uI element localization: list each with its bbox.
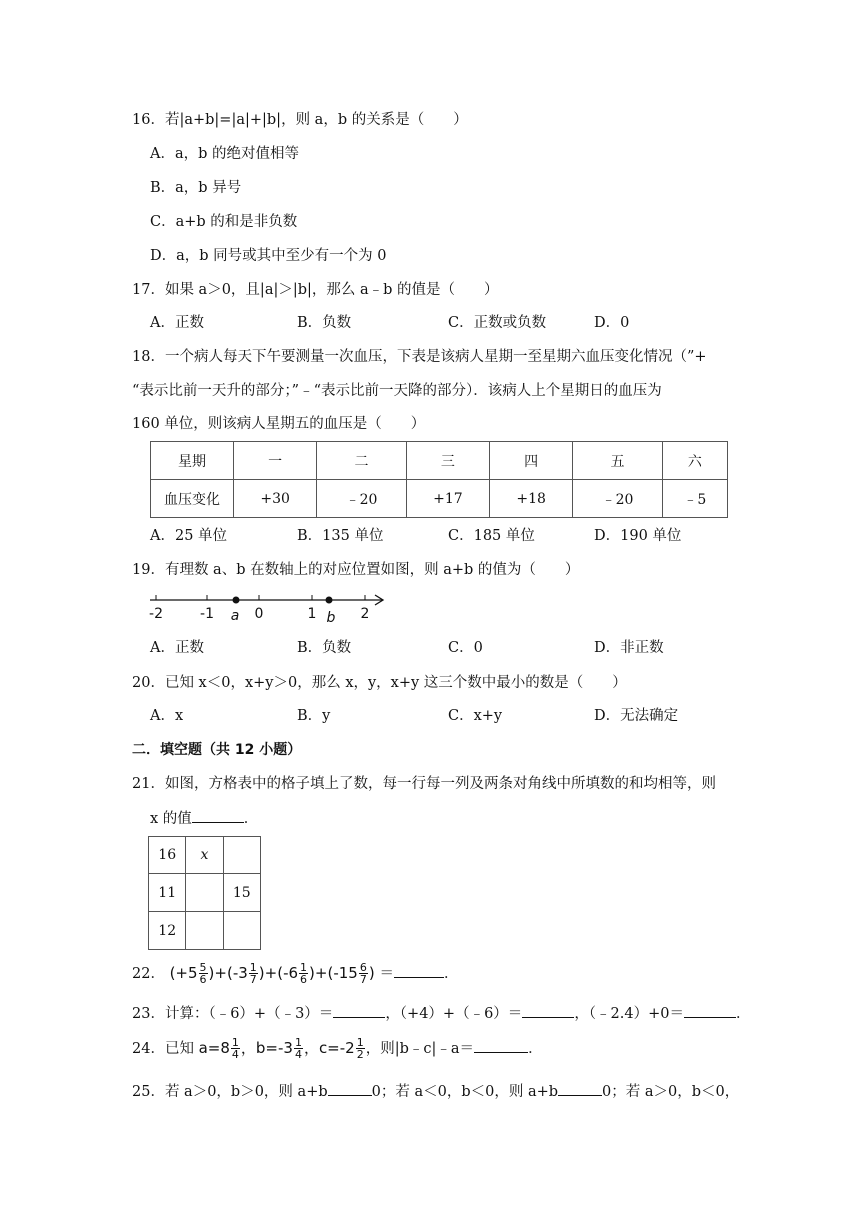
q18-option-c: C．185 单位 — [448, 528, 535, 544]
table-row — [151, 480, 728, 518]
answer-blank — [333, 1003, 385, 1018]
q18-line-3: 160 单位，则该病人星期五的血压是（ ） — [132, 416, 426, 432]
q21-line-2: x 的值 ． — [150, 808, 258, 829]
blood-pressure-table — [150, 441, 728, 518]
answer-blank — [192, 808, 244, 823]
table-cell: 血压变化 — [151, 480, 234, 518]
table-cell: +17 — [406, 480, 489, 518]
q19-option-d: D．非正数 — [594, 640, 664, 656]
table-cell: ﹣20 — [573, 480, 662, 518]
table-row — [149, 837, 261, 874]
tick-label: 1 — [307, 606, 317, 622]
q25-line: 25．若 a＞0，b＞0，则 a+b 0；若 a＜0，b＜0，则 a+b 0；若 a＞0，b＜0， — [132, 1081, 739, 1102]
grid-cell: 15 — [223, 874, 260, 912]
q21-line-1: 21．如图，方格表中的格子填上了数，每一行每一列及两条对角线中所填数的和均相等，则 — [132, 776, 716, 792]
q20-option-c: C．x+y — [448, 708, 503, 724]
q20-option-a: A．x — [150, 708, 184, 724]
grid-cell: 16 — [149, 837, 186, 874]
q18-option-a: A．25 单位 — [150, 528, 228, 544]
tick-label: -2 — [149, 606, 163, 622]
q17-option-a: A．正数 — [150, 315, 204, 331]
q19-stem: 19．有理数 a、b 在数轴上的对应位置如图，则 a+b 的值为（ ） — [132, 562, 580, 578]
q16-option-b: B．a，b 异号 — [150, 180, 242, 196]
q22-number: 22． — [132, 966, 165, 982]
table-cell: +30 — [234, 480, 317, 518]
q24-values: a=8 $\frac{1}{4}$ ，b=-3 $\frac{1}{4}$ ，c=-2 $\frac{1}{2}$ — [198, 1036, 364, 1061]
tick-label: 0 — [254, 606, 264, 622]
table-cell: 四 — [490, 442, 573, 480]
table-cell: ﹣20 — [317, 480, 406, 518]
q16-option-c: C．a+b 的和是非负数 — [150, 214, 298, 230]
q16-option-a: A．a，b 的绝对值相等 — [150, 146, 300, 162]
grid-cell: 12 — [149, 912, 186, 950]
q21-prefix: x 的值 — [150, 811, 192, 827]
q16-option-d: D．a，b 同号或其中至少有一个为 0 — [150, 248, 387, 264]
table-cell: +18 — [490, 480, 573, 518]
table-cell: 三 — [406, 442, 489, 480]
point-b-label: b — [326, 610, 336, 626]
table-cell: 六 — [662, 442, 727, 480]
point-a-label: a — [230, 608, 240, 624]
q23-line: 23．计算：（﹣6）+（﹣3）＝ ，（+4）+（﹣6）＝ ，（﹣2.4）+0＝ ． — [132, 1003, 751, 1024]
table-cell: 二 — [317, 442, 406, 480]
grid-cell — [223, 912, 260, 950]
q17-option-b: B．负数 — [297, 315, 352, 331]
answer-blank — [474, 1038, 528, 1053]
table-row — [149, 874, 261, 912]
q17-option-c: C．正数或负数 — [448, 315, 547, 331]
answer-blank — [522, 1003, 574, 1018]
tick-label: 2 — [360, 606, 370, 622]
table-header-row — [151, 442, 728, 480]
q20-option-b: B．y — [297, 708, 331, 724]
table-cell: 五 — [573, 442, 662, 480]
q19-option-a: A．正数 — [150, 640, 204, 656]
magic-square-grid — [148, 836, 261, 950]
point-b-dot — [326, 597, 333, 604]
q18-option-d: D．190 单位 — [594, 528, 682, 544]
q19-option-c: C．0 — [448, 640, 483, 656]
q17-option-d: D．0 — [594, 315, 630, 331]
grid-cell — [186, 874, 223, 912]
table-row — [149, 912, 261, 950]
q17-stem: 17．如果 a＞0，且|a|＞|b|，那么 a﹣b 的值是（ ） — [132, 282, 499, 298]
grid-cell: 11 — [149, 874, 186, 912]
answer-blank — [394, 963, 444, 978]
q22-expression: (+5 $\frac{5}{6}$ )+(-3 $\frac{1}{7}$ )+(-6 $\frac{1}{6}$ )+(-15 $\frac{6}{7}$ ) — [169, 961, 380, 986]
q20-option-d: D．无法确定 — [594, 708, 679, 724]
grid-cell — [186, 912, 223, 950]
q16-stem: 16．若|a+b|=|a|+|b|，则 a，b 的关系是（ ） — [132, 112, 468, 128]
q22-line: 22． (+5 $\frac{5}{6}$ )+(-3 $\frac{1}{7}$ )+(-6 $\frac{1}{6}$ )+(-15 $\frac{6}{7}$ ) ＝ ． — [132, 961, 459, 986]
grid-cell: x — [186, 837, 223, 874]
grid-cell — [223, 837, 260, 874]
tick-label: -1 — [200, 606, 214, 622]
number-line — [146, 592, 388, 626]
section-heading: 二．填空题（共 12 小题） — [132, 742, 302, 758]
q18-option-b: B．135 单位 — [297, 528, 384, 544]
table-cell: 一 — [234, 442, 317, 480]
answer-blank — [328, 1081, 372, 1096]
q24-line: 24．已知 a=8 $\frac{1}{4}$ ，b=-3 $\frac{1}{4}$ ，c=-2 $\frac{1}{2}$ ，则|b﹣c|﹣a＝ ． — [132, 1036, 543, 1061]
table-cell: 星期 — [151, 442, 234, 480]
q19-option-b: B．负数 — [297, 640, 352, 656]
point-a-dot — [233, 597, 240, 604]
table-cell: ﹣5 — [662, 480, 727, 518]
q18-line-2: “表示比前一天升的部分；”﹣“表示比前一天降的部分）．该病人上个星期日的血压为 — [132, 383, 662, 399]
answer-blank — [558, 1081, 602, 1096]
answer-blank — [684, 1003, 736, 1018]
q18-line-1: 18．一个病人每天下午要测量一次血压，下表是该病人星期一至星期六血压变化情况（”+ — [132, 349, 707, 365]
q20-stem: 20．已知 x＜0，x+y＞0，那么 x，y，x+y 这三个数中最小的数是（ ） — [132, 675, 627, 691]
